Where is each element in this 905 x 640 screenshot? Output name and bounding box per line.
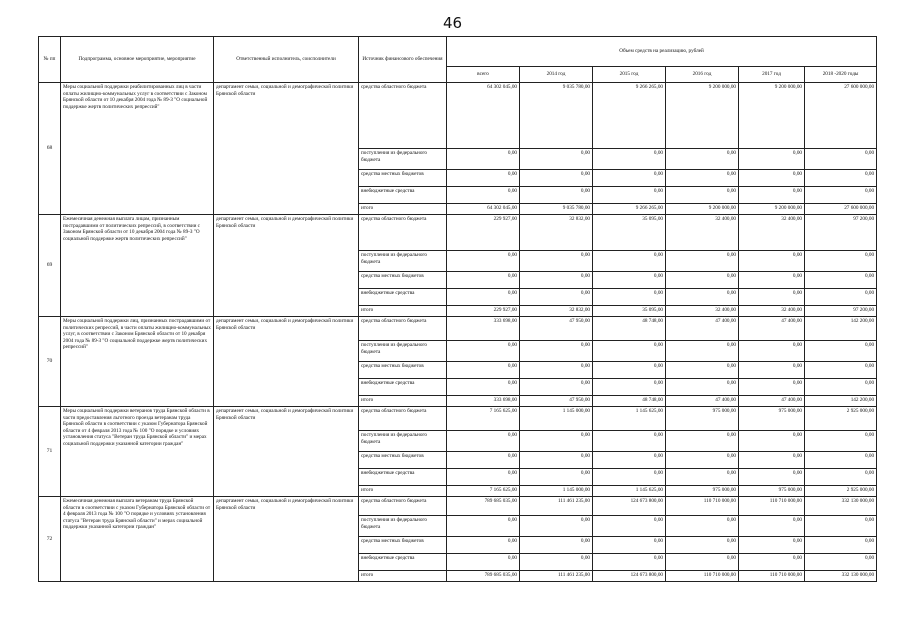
- funding-source: средства местных бюджетов: [359, 362, 447, 379]
- amount-cell: 229 927,00: [447, 215, 520, 251]
- funding-source: поступления из федерального бюджета: [359, 251, 447, 272]
- amount-cell: 9 266 265,00: [593, 204, 666, 215]
- amount-cell: 97 200,00: [805, 306, 877, 317]
- funding-source: итого: [359, 306, 447, 317]
- funding-source: средства областного бюджета: [359, 83, 447, 149]
- amount-cell: 0,00: [593, 149, 666, 170]
- amount-cell: 47 400,00: [666, 396, 739, 407]
- funding-source: внебюджетные средства: [359, 379, 447, 396]
- amount-cell: 0,00: [805, 537, 877, 554]
- amount-cell: 0,00: [520, 170, 593, 187]
- amount-cell: 789 685 035,00: [447, 497, 520, 516]
- amount-cell: 0,00: [666, 289, 739, 306]
- amount-cell: 0,00: [447, 362, 520, 379]
- amount-cell: 32 400,00: [739, 215, 805, 251]
- table-row: [39, 83, 877, 149]
- amount-cell: 97 200,00: [805, 215, 877, 251]
- funding-source: средства областного бюджета: [359, 497, 447, 516]
- amount-cell: 0,00: [666, 251, 739, 272]
- amount-cell: 0,00: [520, 149, 593, 170]
- amount-cell: 0,00: [447, 272, 520, 289]
- amount-cell: 0,00: [666, 537, 739, 554]
- row-number: 71: [39, 407, 61, 497]
- amount-cell: 32 832,00: [520, 306, 593, 317]
- amount-cell: 0,00: [805, 516, 877, 537]
- executor: департамент семьи, социальной и демографической политики Брянской области: [214, 497, 359, 582]
- header-sources: Источник финансового обеспечения: [359, 37, 447, 83]
- amount-cell: 0,00: [593, 362, 666, 379]
- amount-cell: 0,00: [447, 431, 520, 452]
- amount-cell: 0,00: [739, 537, 805, 554]
- amount-cell: 0,00: [666, 516, 739, 537]
- amount-cell: 0,00: [666, 272, 739, 289]
- funding-source: итого: [359, 571, 447, 582]
- amount-cell: 0,00: [593, 554, 666, 571]
- funding-source: средства областного бюджета: [359, 407, 447, 431]
- funding-source: средства областного бюджета: [359, 215, 447, 251]
- amount-cell: 229 927,00: [447, 306, 520, 317]
- amount-cell: 975 000,00: [666, 486, 739, 497]
- funding-source: внебюджетные средства: [359, 469, 447, 486]
- amount-cell: 48 748,00: [593, 396, 666, 407]
- amount-cell: 975 000,00: [739, 407, 805, 431]
- funding-source: итого: [359, 486, 447, 497]
- header-year-2017: 2017 год: [739, 67, 805, 83]
- amount-cell: 0,00: [520, 431, 593, 452]
- amount-cell: 0,00: [520, 187, 593, 204]
- header-no: № пп: [39, 37, 61, 83]
- amount-cell: 0,00: [520, 362, 593, 379]
- amount-cell: 9 035 780,00: [520, 83, 593, 149]
- amount-cell: 0,00: [739, 554, 805, 571]
- amount-cell: 0,00: [666, 452, 739, 469]
- amount-cell: 9 200 000,00: [739, 83, 805, 149]
- header-subprogram: Подпрограмма, основное мероприятие, мероприятие: [61, 37, 214, 83]
- funding-source: поступления из федерального бюджета: [359, 516, 447, 537]
- amount-cell: 0,00: [447, 187, 520, 204]
- amount-cell: 1 145 000,00: [520, 407, 593, 431]
- amount-cell: 0,00: [666, 431, 739, 452]
- amount-cell: 27 600 000,00: [805, 83, 877, 149]
- row-number: 70: [39, 317, 61, 407]
- amount-cell: 142 200,00: [805, 396, 877, 407]
- header-year-2015: 2015 год: [593, 67, 666, 83]
- amount-cell: 64 302 045,00: [447, 83, 520, 149]
- amount-cell: 0,00: [666, 469, 739, 486]
- amount-cell: 0,00: [447, 516, 520, 537]
- funding-source: средства местных бюджетов: [359, 272, 447, 289]
- amount-cell: 110 710 000,00: [739, 571, 805, 582]
- amount-cell: 27 600 000,00: [805, 204, 877, 215]
- amount-cell: 9 200 000,00: [739, 204, 805, 215]
- amount-cell: 0,00: [520, 516, 593, 537]
- amount-cell: 32 400,00: [666, 306, 739, 317]
- header-executor: Ответственный исполнитель, соисполнители: [214, 37, 359, 83]
- amount-cell: 0,00: [520, 379, 593, 396]
- amount-cell: 7 165 625,00: [447, 486, 520, 497]
- amount-cell: 0,00: [805, 362, 877, 379]
- amount-cell: 0,00: [805, 469, 877, 486]
- amount-cell: 0,00: [739, 431, 805, 452]
- funding-source: средства областного бюджета: [359, 317, 447, 341]
- amount-cell: 0,00: [593, 170, 666, 187]
- amount-cell: 0,00: [520, 452, 593, 469]
- amount-cell: 0,00: [666, 149, 739, 170]
- amount-cell: 0,00: [447, 537, 520, 554]
- measure-name: Меры социальной поддержки реабилитированных лиц в части оплаты жилищно-коммунальных услуг в соответствии с Законом Брянской области от 10 декабря 2004 года № 89-З "О социальной поддержке жертв политических репрессий": [61, 83, 214, 215]
- amount-cell: 0,00: [666, 187, 739, 204]
- executor: департамент семьи, социальной и демографической политики Брянской области: [214, 317, 359, 407]
- page-number: 46: [442, 14, 463, 32]
- amount-cell: 9 200 000,00: [666, 83, 739, 149]
- amount-cell: 47 400,00: [666, 317, 739, 341]
- amount-cell: 0,00: [593, 469, 666, 486]
- amount-cell: 142 200,00: [805, 317, 877, 341]
- amount-cell: 0,00: [447, 554, 520, 571]
- amount-cell: 9 266 265,00: [593, 83, 666, 149]
- amount-cell: 0,00: [593, 187, 666, 204]
- amount-cell: 7 165 625,00: [447, 407, 520, 431]
- amount-cell: 110 710 000,00: [739, 497, 805, 516]
- executor: департамент семьи, социальной и демографической политики Брянской области: [214, 83, 359, 215]
- amount-cell: 0,00: [447, 341, 520, 362]
- amount-cell: 0,00: [593, 272, 666, 289]
- measure-name: Ежемесячная денежная выплата ветеранам труда Брянской области в соответствии с указом Губернатора Брянской области от 4 февраля 2013 года № 100 "О порядке и условиях установления статуса "Ветеран труда Брянской области" и мерах социальной поддержки указанной категории граждан": [61, 497, 214, 582]
- amount-cell: 32 400,00: [666, 215, 739, 251]
- header-volume: Объем средств на реализацию, рублей: [447, 37, 877, 67]
- amount-cell: 0,00: [666, 170, 739, 187]
- amount-cell: 0,00: [805, 272, 877, 289]
- amount-cell: 0,00: [447, 149, 520, 170]
- measure-name: Ежемесячная денежная выплата лицам, признанным пострадавшими от политических репрессий, в соответствии с Законом Брянской области от 10 декабря 2004 года № 89-З "О социальной поддержке жертв политических репрессий": [61, 215, 214, 317]
- table-header: [39, 37, 877, 83]
- amount-cell: 0,00: [739, 341, 805, 362]
- amount-cell: 0,00: [805, 379, 877, 396]
- amount-cell: 0,00: [805, 341, 877, 362]
- amount-cell: 0,00: [593, 379, 666, 396]
- amount-cell: 0,00: [447, 289, 520, 306]
- amount-cell: 0,00: [666, 341, 739, 362]
- amount-cell: 975 000,00: [666, 407, 739, 431]
- amount-cell: 0,00: [739, 149, 805, 170]
- amount-cell: 0,00: [593, 537, 666, 554]
- amount-cell: 124 673 800,00: [593, 571, 666, 582]
- funding-source: внебюджетные средства: [359, 554, 447, 571]
- amount-cell: 1 145 625,00: [593, 407, 666, 431]
- header-year-2018-2020: 2018 -2020 годы: [805, 67, 877, 83]
- amount-cell: 0,00: [666, 379, 739, 396]
- amount-cell: 333 698,00: [447, 317, 520, 341]
- amount-cell: 47 400,00: [739, 396, 805, 407]
- amount-cell: 0,00: [593, 289, 666, 306]
- amount-cell: 0,00: [739, 452, 805, 469]
- amount-cell: 0,00: [805, 289, 877, 306]
- amount-cell: 0,00: [805, 554, 877, 571]
- amount-cell: 47 400,00: [739, 317, 805, 341]
- amount-cell: 0,00: [593, 341, 666, 362]
- table-row: [39, 497, 877, 516]
- measure-name: Меры социальной поддержки лиц, признанных пострадавшими от политических репрессий, в части оплаты жилищно-коммунальных услуг, в соответствии с Законом Брянской области от 10 декабря 2004 года № 89-З "О социальной поддержке жертв политических репрессий": [61, 317, 214, 407]
- amount-cell: 0,00: [447, 469, 520, 486]
- amount-cell: 35 095,00: [593, 306, 666, 317]
- funding-source: средства местных бюджетов: [359, 452, 447, 469]
- amount-cell: 0,00: [666, 554, 739, 571]
- funding-source: поступления из федерального бюджета: [359, 341, 447, 362]
- budget-table: [38, 36, 877, 582]
- measure-name: Меры социальной поддержки ветеранов труда Брянской области в части предоставления льготного проезда ветеранам труда Брянской области в соответствии с указом Губернатора Брянской области от 4 февраля 2013 года № 100 "О порядке и условиях установления статуса "Ветеран труда Брянской области" и мерах социальной поддержки указанной категории граждан": [61, 407, 214, 497]
- amount-cell: 332 130 000,00: [805, 497, 877, 516]
- amount-cell: 0,00: [447, 170, 520, 187]
- amount-cell: 35 095,00: [593, 215, 666, 251]
- amount-cell: 9 200 000,00: [666, 204, 739, 215]
- amount-cell: 64 302 045,00: [447, 204, 520, 215]
- header-year-total: всего: [447, 67, 520, 83]
- amount-cell: 0,00: [739, 289, 805, 306]
- amount-cell: 0,00: [739, 379, 805, 396]
- amount-cell: 0,00: [447, 251, 520, 272]
- funding-source: поступления из федерального бюджета: [359, 431, 447, 452]
- amount-cell: 110 710 000,00: [666, 571, 739, 582]
- amount-cell: 1 145 625,00: [593, 486, 666, 497]
- amount-cell: 1 145 000,00: [520, 486, 593, 497]
- amount-cell: 332 130 000,00: [805, 571, 877, 582]
- amount-cell: 0,00: [447, 452, 520, 469]
- funding-source: поступления из федерального бюджета: [359, 149, 447, 170]
- amount-cell: 0,00: [805, 251, 877, 272]
- amount-cell: 0,00: [805, 170, 877, 187]
- amount-cell: 0,00: [520, 554, 593, 571]
- amount-cell: 0,00: [805, 431, 877, 452]
- amount-cell: 0,00: [805, 452, 877, 469]
- row-number: 72: [39, 497, 61, 582]
- table-row: [39, 317, 877, 341]
- amount-cell: 2 925 000,00: [805, 486, 877, 497]
- amount-cell: 111 461 235,00: [520, 497, 593, 516]
- amount-cell: 0,00: [520, 469, 593, 486]
- amount-cell: 333 698,00: [447, 396, 520, 407]
- funding-source: итого: [359, 396, 447, 407]
- amount-cell: 124 673 800,00: [593, 497, 666, 516]
- amount-cell: 0,00: [593, 452, 666, 469]
- funding-source: внебюджетные средства: [359, 187, 447, 204]
- amount-cell: 0,00: [805, 187, 877, 204]
- amount-cell: 0,00: [739, 272, 805, 289]
- amount-cell: 0,00: [520, 272, 593, 289]
- amount-cell: 0,00: [805, 149, 877, 170]
- table-body: [39, 83, 877, 582]
- amount-cell: 0,00: [520, 289, 593, 306]
- header-year-2014: 2014 год: [520, 67, 593, 83]
- amount-cell: 48 748,00: [593, 317, 666, 341]
- amount-cell: 0,00: [739, 362, 805, 379]
- funding-source: внебюджетные средства: [359, 289, 447, 306]
- amount-cell: 111 461 235,00: [520, 571, 593, 582]
- amount-cell: 0,00: [520, 537, 593, 554]
- amount-cell: 32 400,00: [739, 306, 805, 317]
- amount-cell: 975 000,00: [739, 486, 805, 497]
- header-year-2016: 2016 год: [666, 67, 739, 83]
- amount-cell: 0,00: [739, 469, 805, 486]
- amount-cell: 9 035 780,00: [520, 204, 593, 215]
- amount-cell: 2 925 000,00: [805, 407, 877, 431]
- amount-cell: 0,00: [739, 251, 805, 272]
- funding-source: средства местных бюджетов: [359, 537, 447, 554]
- amount-cell: 0,00: [739, 187, 805, 204]
- table-row: [39, 407, 877, 431]
- executor: департамент семьи, социальной и демографической политики Брянской области: [214, 215, 359, 317]
- amount-cell: 32 832,00: [520, 215, 593, 251]
- funding-source: средства местных бюджетов: [359, 170, 447, 187]
- amount-cell: 0,00: [593, 251, 666, 272]
- amount-cell: 789 685 035,00: [447, 571, 520, 582]
- amount-cell: 0,00: [593, 516, 666, 537]
- row-number: 69: [39, 215, 61, 317]
- executor: департамент семьи, социальной и демографической политики Брянской области: [214, 407, 359, 497]
- amount-cell: 0,00: [739, 170, 805, 187]
- funding-source: итого: [359, 204, 447, 215]
- row-number: 68: [39, 83, 61, 215]
- amount-cell: 110 710 000,00: [666, 497, 739, 516]
- amount-cell: 0,00: [520, 341, 593, 362]
- amount-cell: 0,00: [666, 362, 739, 379]
- amount-cell: 47 950,00: [520, 317, 593, 341]
- amount-cell: 0,00: [520, 251, 593, 272]
- amount-cell: 47 950,00: [520, 396, 593, 407]
- amount-cell: 0,00: [593, 431, 666, 452]
- amount-cell: 0,00: [739, 516, 805, 537]
- table-row: [39, 215, 877, 251]
- amount-cell: 0,00: [447, 379, 520, 396]
